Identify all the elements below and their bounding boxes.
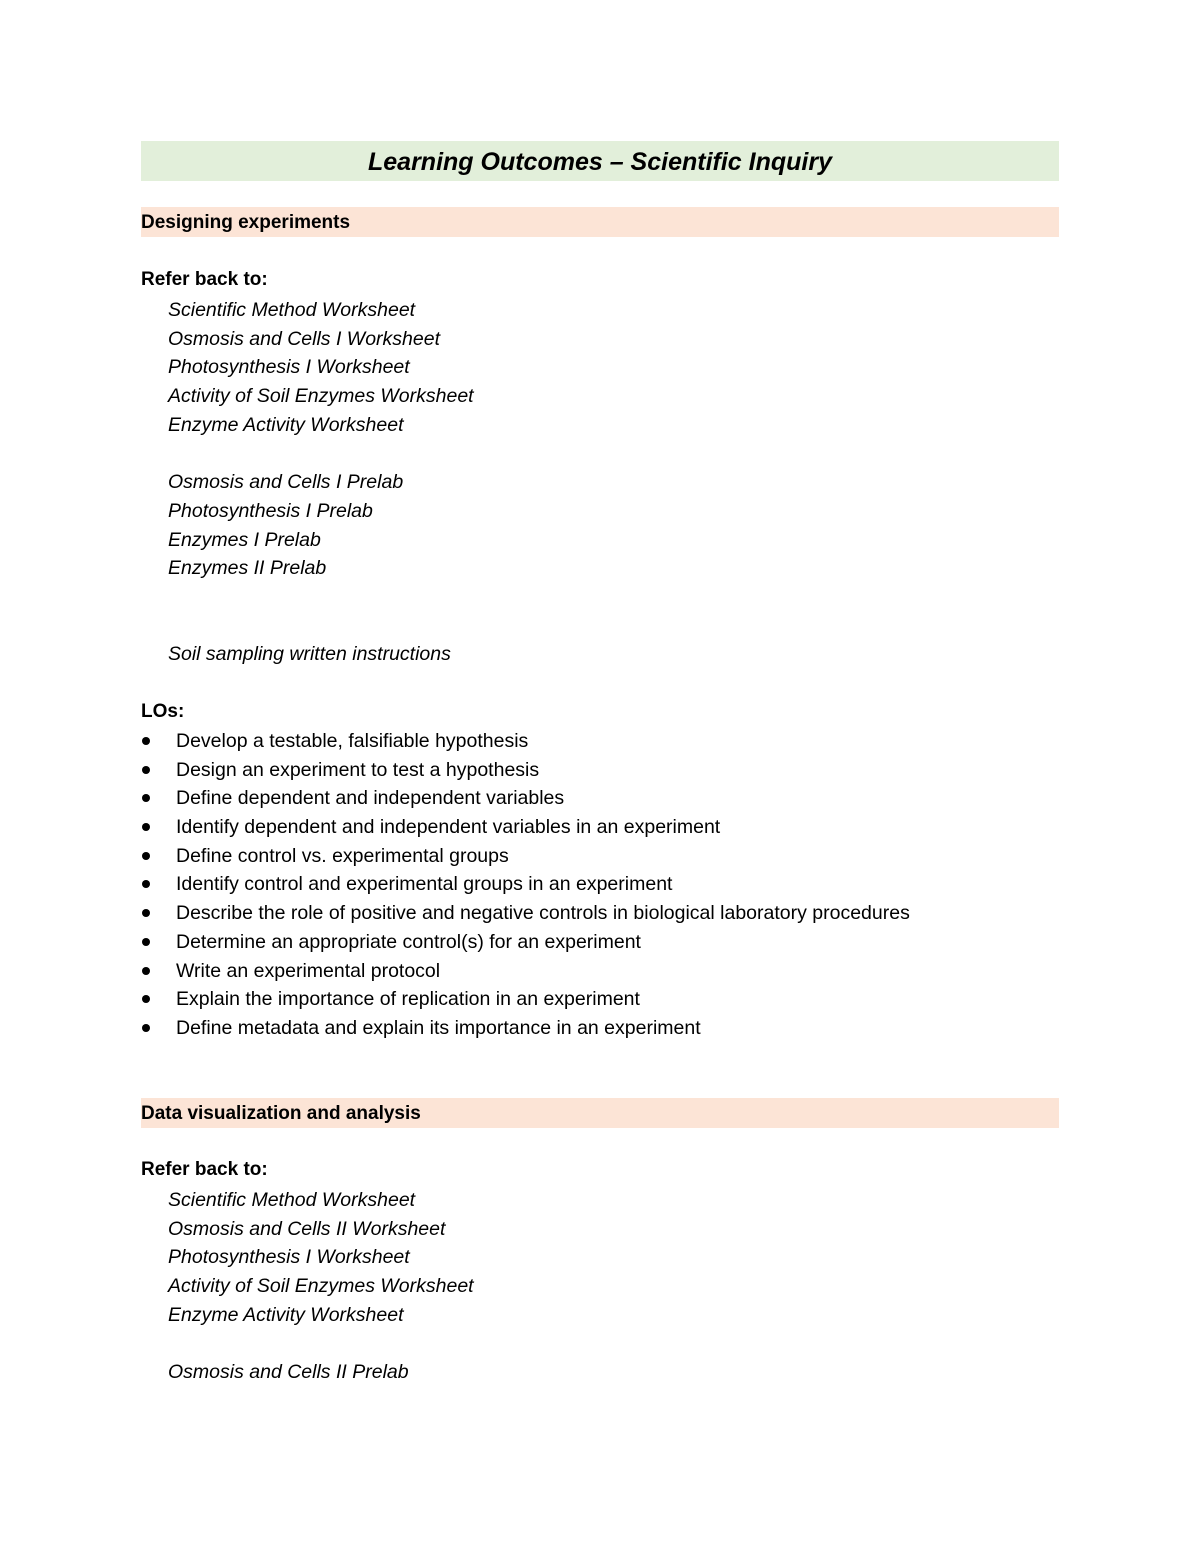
learning-outcome-item: [141, 756, 910, 785]
learning-outcome-text: Determine an appropriate control(s) for an experiment: [176, 930, 641, 953]
bullet-icon: [142, 852, 150, 860]
bullet-icon: [142, 766, 150, 774]
learning-outcomes-label: LOs:: [141, 701, 185, 722]
section-heading-data-visualization: Data visualization and analysis: [141, 1098, 1059, 1128]
reference-item: Enzyme Activity Worksheet: [168, 413, 404, 436]
section-heading-designing-experiments: Designing experiments: [141, 207, 1059, 237]
reference-item: Photosynthesis I Prelab: [168, 499, 373, 522]
learning-outcomes-list: [141, 727, 910, 1043]
learning-outcome-text: Write an experimental protocol: [176, 959, 441, 982]
reference-item: Enzymes II Prelab: [168, 557, 327, 580]
learning-outcome-text: Design an experiment to test a hypothesis: [176, 758, 540, 781]
reference-item: Photosynthesis I Worksheet: [168, 1246, 410, 1269]
bullet-icon: [142, 823, 150, 831]
learning-outcome-text: Identify dependent and independent variables in an experiment: [176, 816, 721, 839]
learning-outcome-text: Describe the role of positive and negative controls in biological laboratory procedures: [176, 902, 910, 925]
reference-item: Osmosis and Cells II Worksheet: [168, 1217, 446, 1240]
reference-item: Scientific Method Worksheet: [168, 1189, 416, 1211]
learning-outcome-item: [141, 784, 910, 813]
reference-item: Activity of Soil Enzymes Worksheet: [168, 385, 474, 408]
bullet-icon: [142, 880, 150, 888]
bullet-icon: [142, 909, 150, 917]
learning-outcome-text: Define control vs. experimental groups: [176, 844, 509, 867]
bullet-icon: [142, 995, 150, 1003]
page-title: Learning Outcomes – Scientific Inquiry: [141, 141, 1059, 181]
reference-item: Osmosis and Cells I Prelab: [168, 471, 404, 494]
refer-back-label: Refer back to:: [141, 269, 268, 290]
learning-outcome-item: [141, 899, 910, 928]
bullet-icon: [142, 1024, 150, 1032]
learning-outcome-item: [141, 870, 910, 899]
reference-item: Enzyme Activity Worksheet: [168, 1303, 404, 1326]
reference-list: [168, 1186, 474, 1387]
bullet-icon: [142, 938, 150, 946]
reference-item: Scientific Method Worksheet: [168, 299, 416, 321]
learning-outcome-item: [141, 928, 910, 957]
learning-outcome-text: Define metadata and explain its importance in an experiment: [176, 1016, 701, 1039]
learning-outcome-item: [141, 985, 910, 1014]
reference-list: [168, 296, 474, 669]
bullet-icon: [142, 794, 150, 802]
learning-outcome-item: [141, 957, 910, 986]
bullet-icon: [142, 737, 150, 745]
learning-outcome-item: [141, 1014, 910, 1043]
reference-item: Osmosis and Cells I Worksheet: [168, 327, 441, 350]
reference-item: Enzymes I Prelab: [168, 528, 321, 551]
learning-outcome-item: [141, 727, 910, 756]
reference-item: Photosynthesis I Worksheet: [168, 356, 410, 379]
reference-item: Soil sampling written instructions: [168, 643, 451, 666]
learning-outcome-item: [141, 813, 910, 842]
refer-back-label: Refer back to:: [141, 1159, 268, 1180]
bullet-icon: [142, 967, 150, 975]
learning-outcome-text: Explain the importance of replication in an experiment: [176, 988, 640, 1011]
learning-outcome-item: [141, 842, 910, 871]
reference-item: Activity of Soil Enzymes Worksheet: [168, 1275, 474, 1298]
learning-outcome-text: Define dependent and independent variables: [176, 787, 565, 810]
learning-outcome-text: Develop a testable, falsifiable hypothesis: [176, 730, 529, 752]
reference-item: Osmosis and Cells II Prelab: [168, 1361, 409, 1384]
learning-outcome-text: Identify control and experimental groups in an experiment: [176, 873, 673, 896]
